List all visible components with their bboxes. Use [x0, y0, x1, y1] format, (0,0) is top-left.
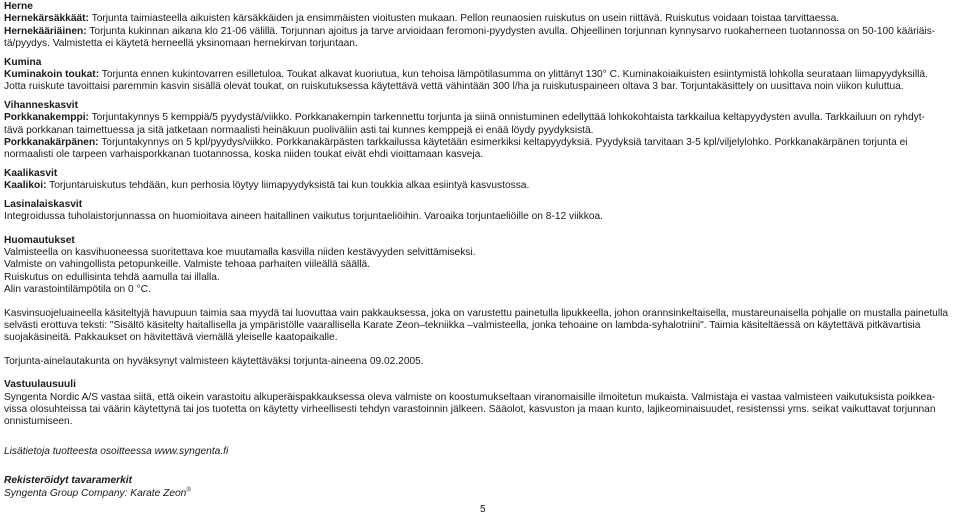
more-info-link-text: Lisätietoja tuotteesta osoitteessa www.syngenta.fi: [4, 445, 229, 457]
paragraph-line: Valmiste on vahingollista petopunkeille. Valmiste tehoaa parhaiten viileällä säällä.: [4, 259, 371, 271]
paragraph-line: tä/pyydys. Valmistetta ei käytetä herneellä yksinomaan hernekirvan torjuntaan.: [4, 38, 358, 50]
paragraph-line: tävä porkkanan taimettuessa ja sitä jatketaan normaalisti heinäkuun puoliväliin asti tai kunnes kemppejä ei enää löydy pyydyksistä.: [4, 124, 594, 136]
paragraph-line: suojakäsineitä. Pakkaukset on hävitettävä viemällä yleiselle kaatopaikalle.: [4, 332, 338, 344]
paragraph-line: Integroidussa tuholaistorjunnassa on huomioitava aineen haitallinen vaikutus torjuntaeliöihin. Varoaika torjuntaeliöille on 8-12 viikkoa.: [4, 211, 603, 223]
trademark-text: [4, 488, 954, 500]
paragraph-kaalikoi: [4, 180, 954, 192]
paragraph-hernekaariainen: [4, 26, 954, 38]
paragraph-line: Syngenta Nordic A/S vastaa siitä, että oikein varastoitu alkuperäispakkauksessa oleva valmiste on koostumukseltaan viranomaisille ilmoitetun mukaista. Valmistaja ei vastaa valmisteen vaikutuksista poikkea-: [4, 391, 936, 403]
section-heading-kumina: Kumina: [4, 56, 42, 68]
document-page: [4, 1, 954, 500]
page-number: 5: [480, 504, 486, 515]
paragraph-line: Ruiskutus on edullisinta tehdä aamulla tai illalla.: [4, 271, 220, 283]
section-heading-huomautukset: Huomautukset: [4, 234, 75, 246]
section-heading-herne: Herne: [4, 1, 33, 12]
term-text: Torjuntakynnys on 5 kpl/pyydys/viikko. Porkkanakärpästen tarkkailussa käytetään esimerkiksi keltapyydyksiä. Pyydyksiä tarvitaan 3-5 kpl/viljelylohko. Porkkanakärpänen torjunta ei: [98, 137, 908, 149]
paragraph-line: Jotta ruiskute tavoittaisi paremmin kasvin sisällä olevat toukat, on ruiskutuksessa käytettävä vettä vähintään 300 l/ha ja ruiskutuspaineen oltava 3 bar. Torjuntakäsittely on uusittava noin viikon kuluttua.: [4, 81, 904, 93]
section-heading-vihanneskasvit: Vihanneskasvit: [4, 99, 78, 111]
term-label: Porkkanakemppi:: [4, 112, 89, 124]
paragraph-line: selvästi erottuva teksti: "Sisältö käsitelty haitallisella ja ympäristölle vaarallisella Karate Zeon–tekniikka –valmisteella, jonka tehoaine on lambda-syhalotriini". Taimia käsiteltäessä on käytettävä pitkävartisia: [4, 319, 921, 331]
paragraph-line: Valmisteella on kasvihuoneessa suoritettava koe muutamalla kasvilla niiden kestävyyden selvittämiseksi.: [4, 246, 476, 258]
section-heading-lasinalaiskasvit: Lasinalaiskasvit: [4, 198, 83, 210]
term-text: Torjunta ennen kukintovarren esilletuloa. Toukat alkavat kuoriutua, kun tehoisa lämpötilasumma on ylittänyt 130° C. Kuminakoiaikuisten esiintymistä lohkolla seurataan liimapyydyksillä.: [99, 69, 928, 81]
paragraph-line: Alin varastointilämpötila on 0 °C.: [4, 284, 151, 296]
trademark-company: Syngenta Group Company: Karate Zeon: [4, 487, 187, 499]
paragraph-porkkanakemppi: [4, 112, 954, 124]
paragraph-porkkanakarpanen: [4, 137, 954, 149]
term-label: Kuminakoin toukat:: [4, 69, 100, 81]
approval-statement: Torjunta-ainelautakunta on hyväksynyt valmisteen käytettäväksi torjunta-aineena 09.02.2005.: [4, 355, 424, 367]
term-text: Torjunta kukinnan aikana klo 21-06 välillä. Torjunnan ajoitus ja tarve arvioidaan feromoni-pyydysten avulla. Ohjeellinen torjunnan kynnysarvo ruokaherneen tuotannossa on 50-100 kääriäis-: [86, 25, 936, 37]
term-label: Porkkanakärpänen:: [4, 137, 99, 149]
paragraph-line: Kasvinsuojeluaineella käsiteltyjä havupuun taimia saa myydä tai luovuttaa vain pakkauksessa, joka on varustettu painetulla lipukkeella, johon orannsinkeltaisella, mustareunaisella pohjalle on mustalla painetulla: [4, 307, 949, 319]
term-text: Torjunta taimiasteella aikuisten kärsäkkäiden ja ensimmäisten vioitusten mukaan. Pellon reunaosien ruiskutus on usein riittävä. Ruiskutus voidaan toistaa tarvittaessa.: [88, 13, 840, 25]
paragraph-kuminakoin-toukat: [4, 69, 954, 81]
term-text: Torjuntaruiskutus tehdään, kun perhosia löytyy liimapyydyksistä tai kun toukkia alkaa esiintyä kasvustossa.: [46, 180, 530, 192]
paragraph-hernekarsakkaat: [4, 13, 954, 25]
paragraph-line: onnistumiseen.: [4, 416, 73, 428]
registered-mark: ®: [186, 487, 191, 494]
section-heading-kaalikasvit: Kaalikasvit: [4, 167, 58, 179]
section-heading-vastuulausuuli: Vastuulausuuli: [4, 379, 76, 391]
term-label: Kaalikoi:: [4, 180, 47, 192]
term-text: Torjuntakynnys 5 kemppiä/5 pyydystä/viikko. Porkkanakempin tarkennettu torjunta ja siinä onnistuminen edellyttää lohkokohtaista tarkkailua keltapyydysten avulla. Tarkkailuun on ryhdyt-: [88, 112, 925, 124]
paragraph-line: vissa olosuhteissa tai väärin käytettynä tai jos tuotetta on käytetty virheellisesti tehdyn varastoinnin jälkeen. Sääolot, kasvuston ja maan kunto, lajikeominaisuudet, resistenssi yms. seikat vaikuttavat torjunnan: [4, 403, 936, 415]
term-label: Hernekääriäinen:: [4, 25, 87, 37]
section-heading-tavaramerkit: Rekisteröidyt tavaramerkit: [4, 475, 132, 487]
paragraph-line: normaalisti ole tarpeen varhaisporkkanan tuotannossa, koska niiden toukat eivät ehdi vioittamaan kasveja.: [4, 149, 484, 161]
term-label: Hernekärsäkkäät:: [4, 13, 89, 25]
